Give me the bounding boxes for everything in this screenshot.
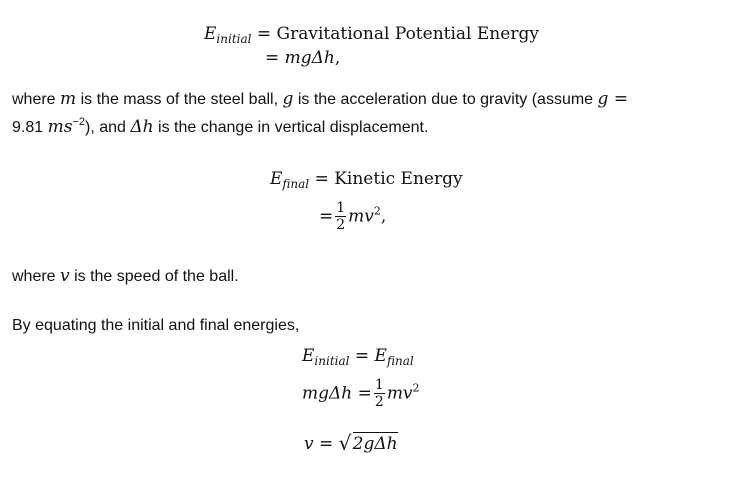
eq3-line1-lhs: E	[302, 346, 315, 366]
eq3-line3-lhs: v	[304, 434, 314, 454]
eq2-rhs2-exp: 2	[373, 204, 381, 218]
para1-text-4: ), and	[85, 119, 131, 136]
eq3-line2-rhs: mv	[386, 383, 413, 404]
eq2-frac-num: 1	[336, 200, 346, 216]
para1-var-m: m	[60, 89, 77, 109]
eq1-line2	[265, 48, 340, 68]
eq3-line1-equals: =	[354, 346, 370, 366]
eq3-fraction	[374, 378, 385, 410]
eq1-rhs1: Gravitational Potential Energy	[276, 24, 539, 44]
eq3-line1-lhs-sub: initial	[314, 354, 350, 368]
para1-text-3: is the acceleration due to gravity (assume	[293, 91, 598, 108]
paragraph-2	[12, 265, 239, 288]
eq1-equals: =	[256, 24, 272, 44]
eq3-line3-equals: =	[319, 434, 334, 454]
eq1-lhs-sub: initial	[216, 32, 252, 46]
eq2-equals-2: =	[319, 206, 334, 227]
para1-equals: =	[608, 89, 629, 109]
para2-var-v: v	[60, 266, 70, 286]
eq3-line2-rhs-exp: 2	[412, 381, 420, 395]
paragraph-3: By equating the initial and final energies,	[12, 317, 300, 334]
eq3-line1	[302, 346, 414, 368]
para1-value: 9.81	[12, 119, 44, 136]
eq3-line1-rhs-sub: final	[386, 354, 414, 368]
eq1-rhs2-expr: mgΔh	[284, 48, 335, 68]
eq3-line2-equals: =	[357, 383, 372, 404]
eq1-line1	[204, 24, 539, 46]
eq2-frac-den: 2	[336, 217, 346, 233]
para2-text-1: where	[12, 268, 61, 285]
para1-var-g: g	[282, 89, 294, 109]
eq2-line1	[270, 169, 463, 191]
eq2-line2	[319, 201, 386, 233]
eq2-fraction	[335, 201, 346, 233]
sqrt-radical-icon: √	[338, 431, 352, 455]
eq3-line3	[304, 431, 398, 455]
eq1-equals-2: =	[265, 48, 280, 68]
eq3-line2-lhs: mgΔh	[302, 383, 353, 404]
para1-var-g2: g	[597, 89, 609, 109]
eq1-rhs2-punct: ,	[334, 48, 341, 68]
para1-text-2: is the mass of the steel ball,	[76, 91, 283, 108]
eq3-line1-rhs: E	[374, 346, 387, 366]
para1-var-dh: Δh	[130, 117, 154, 137]
para2-text-2: is the speed of the ball.	[69, 268, 239, 285]
para1-text-5: is the change in vertical displacement.	[153, 119, 429, 136]
eq2-lhs-var: E	[270, 169, 283, 189]
eq3-sqrt	[338, 431, 398, 455]
eq2-rhs2-expr: mv	[348, 206, 374, 227]
paragraph-1	[12, 88, 724, 139]
eq3-sqrt-radicand: 2gΔh	[352, 434, 398, 454]
eq3-frac-num: 1	[374, 377, 384, 393]
eq1-lhs-var: E	[204, 24, 217, 44]
para1-unit: ms	[47, 117, 73, 137]
para1-unit-exp: −2	[72, 116, 85, 128]
eq3-frac-den: 2	[374, 394, 384, 410]
eq2-lhs-sub: final	[282, 177, 310, 191]
eq2-rhs1: Kinetic Energy	[334, 169, 463, 189]
eq3-line2	[302, 378, 420, 410]
eq2-equals: =	[314, 169, 329, 189]
para1-text-1: where	[12, 91, 61, 108]
eq2-rhs2-punct: ,	[380, 206, 387, 227]
